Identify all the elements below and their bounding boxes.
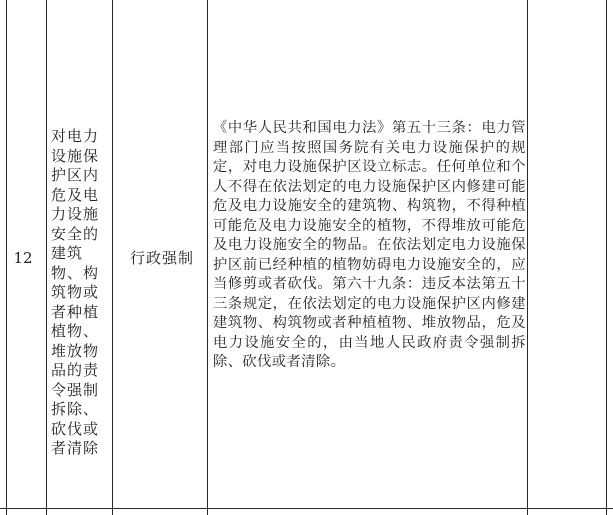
- column-divider-4: [527, 0, 528, 515]
- empty-cell: [531, 0, 601, 515]
- item-name-cell: [51, 127, 109, 459]
- row-bottom-border: [0, 508, 613, 509]
- category-cell: [117, 0, 207, 515]
- legal-basis-cell: [213, 119, 526, 373]
- row-number-cell: [0, 0, 46, 515]
- column-divider-2: [112, 0, 113, 515]
- legal-basis: 《中华人民共和国电力法》第五十三条：电力管理部门应当按照国务院有关电力设施保护的规定，对电力设施保护区设立标志。任何单位和个人不得在依法划定的电力设施保护区内修建可能危及电力设施安全的建筑物、构筑物，不得种植可能危及电力设施安全的植物，不得堆放可能危及电力设施安全的物品。在依法划定电力设施保护区前已经种植的植物妨碍电力设施安全的，应当修剪或者砍伐。第六十九条：违反本法第五十三条规定，在依法划定的电力设施保护区内修建建筑物、构筑物或者种植植物、堆放物品，危及电力设施安全的，由当地人民政府责令强制拆除、砍伐或者清除。: [213, 120, 526, 370]
- table-border-right: [606, 0, 607, 515]
- item-name: 对电力设施保护区内危及电力设施安全的建筑物、构筑物或者种植植物、堆放物品的责令强制拆除、砍伐或者清除: [51, 127, 100, 457]
- category: 行政强制: [129, 249, 194, 267]
- row-number: 12: [13, 248, 33, 267]
- column-divider-1: [46, 0, 47, 515]
- column-divider-3: [207, 0, 208, 515]
